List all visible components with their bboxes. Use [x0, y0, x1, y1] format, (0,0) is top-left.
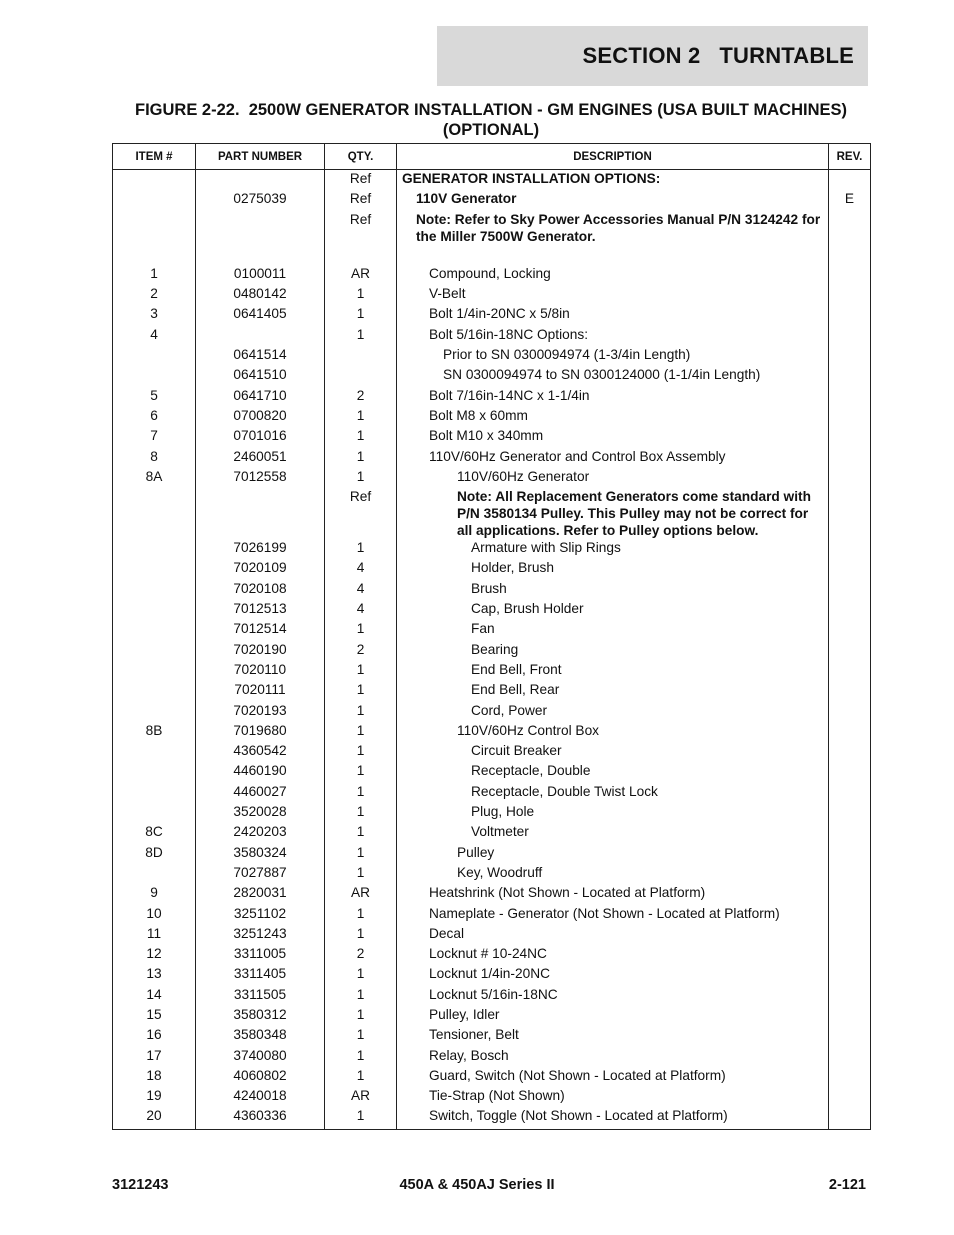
- table-row: [113, 448, 871, 468]
- part-number-cell: [196, 211, 325, 245]
- part-number-cell: 0641510: [196, 366, 325, 386]
- rev-cell: [829, 945, 871, 965]
- part-number-cell: 0480142: [196, 285, 325, 305]
- item-cell: [113, 559, 196, 579]
- description-cell: Circuit Breaker: [397, 742, 829, 762]
- table-row: [113, 945, 871, 965]
- rev-cell: [829, 407, 871, 427]
- description-cell: Compound, Locking: [397, 265, 829, 285]
- qty-cell: 1: [325, 448, 397, 468]
- part-number-cell: 7020111: [196, 681, 325, 701]
- item-cell: 8: [113, 448, 196, 468]
- table-row: [113, 285, 871, 305]
- qty-cell: 1: [325, 1047, 397, 1067]
- part-number-cell: 4460190: [196, 762, 325, 782]
- item-cell: [113, 488, 196, 539]
- table-row: [113, 783, 871, 803]
- item-cell: [113, 600, 196, 620]
- table-row: [113, 661, 871, 681]
- part-number-cell: 2460051: [196, 448, 325, 468]
- qty-cell: Ref: [325, 211, 397, 245]
- qty-cell: Ref: [325, 488, 397, 539]
- rev-cell: [829, 1026, 871, 1046]
- item-cell: [113, 702, 196, 722]
- table-row: [113, 905, 871, 925]
- qty-cell: [325, 245, 397, 265]
- description-cell: Heatshrink (Not Shown - Located at Platform): [397, 884, 829, 904]
- description-cell: Bolt 5/16in-18NC Options:: [397, 326, 829, 346]
- column-header-item: ITEM #: [113, 144, 196, 170]
- table-row: [113, 844, 871, 864]
- part-number-cell: 4360542: [196, 742, 325, 762]
- item-cell: [113, 346, 196, 366]
- rev-cell: [829, 844, 871, 864]
- qty-cell: 1: [325, 905, 397, 925]
- item-cell: 1: [113, 265, 196, 285]
- rev-cell: [829, 1087, 871, 1107]
- qty-cell: 2: [325, 945, 397, 965]
- description-cell: Guard, Switch (Not Shown - Located at Platform): [397, 1067, 829, 1087]
- table-row: [113, 326, 871, 346]
- part-number-cell: 0701016: [196, 427, 325, 447]
- description-cell: 110V/60Hz Generator and Control Box Assembly: [397, 448, 829, 468]
- part-number-cell: 3580312: [196, 1006, 325, 1026]
- table-row: [113, 211, 871, 245]
- part-number-cell: 7012513: [196, 600, 325, 620]
- column-header-part-number: PART NUMBER: [196, 144, 325, 170]
- description-cell: Bolt M8 x 60mm: [397, 407, 829, 427]
- table-header-row: [113, 144, 871, 170]
- qty-cell: 1: [325, 965, 397, 985]
- column-header-description: DESCRIPTION: [397, 144, 829, 170]
- figure-title: [112, 100, 870, 140]
- table-row: [113, 986, 871, 1006]
- item-cell: 7: [113, 427, 196, 447]
- qty-cell: 4: [325, 600, 397, 620]
- description-cell: Relay, Bosch: [397, 1047, 829, 1067]
- description-cell: SN 0300094974 to SN 0300124000 (1-1/4in Length): [397, 366, 829, 386]
- part-number-cell: 4060802: [196, 1067, 325, 1087]
- rev-cell: [829, 245, 871, 265]
- table-row: [113, 742, 871, 762]
- table-row: [113, 1026, 871, 1046]
- part-number-cell: 4360336: [196, 1107, 325, 1130]
- rev-cell: [829, 211, 871, 245]
- description-cell: Tie-Strap (Not Shown): [397, 1087, 829, 1107]
- rev-cell: [829, 346, 871, 366]
- description-cell: Key, Woodruff: [397, 864, 829, 884]
- description-cell: Holder, Brush: [397, 559, 829, 579]
- part-number-cell: 7020190: [196, 641, 325, 661]
- table-row: [113, 1107, 871, 1130]
- rev-cell: [829, 864, 871, 884]
- qty-cell: 1: [325, 620, 397, 640]
- qty-cell: 1: [325, 742, 397, 762]
- part-number-cell: [196, 488, 325, 539]
- qty-cell: 1: [325, 1026, 397, 1046]
- table-row: [113, 366, 871, 386]
- table-row: [113, 600, 871, 620]
- column-header-rev: REV.: [829, 144, 871, 170]
- part-number-cell: 3251243: [196, 925, 325, 945]
- part-number-cell: 0641514: [196, 346, 325, 366]
- item-cell: 3: [113, 305, 196, 325]
- rev-cell: [829, 742, 871, 762]
- rev-cell: [829, 1006, 871, 1026]
- rev-cell: [829, 1107, 871, 1130]
- part-number-cell: 3311405: [196, 965, 325, 985]
- description-cell: End Bell, Rear: [397, 681, 829, 701]
- qty-cell: 1: [325, 305, 397, 325]
- qty-cell: 1: [325, 722, 397, 742]
- description-cell: [397, 245, 829, 265]
- qty-cell: 1: [325, 1006, 397, 1026]
- table-row: [113, 1006, 871, 1026]
- item-cell: 20: [113, 1107, 196, 1130]
- table-row: [113, 803, 871, 823]
- description-cell: Locknut 1/4in-20NC: [397, 965, 829, 985]
- qty-cell: 1: [325, 986, 397, 1006]
- part-number-cell: 7019680: [196, 722, 325, 742]
- qty-cell: AR: [325, 1087, 397, 1107]
- description-cell: Cord, Power: [397, 702, 829, 722]
- table-row: [113, 190, 871, 210]
- item-cell: [113, 783, 196, 803]
- rev-cell: [829, 600, 871, 620]
- table-row: [113, 265, 871, 285]
- description-cell: End Bell, Front: [397, 661, 829, 681]
- item-cell: 10: [113, 905, 196, 925]
- table-row: [113, 681, 871, 701]
- rev-cell: [829, 1067, 871, 1087]
- rev-cell: [829, 986, 871, 1006]
- part-number-cell: 3520028: [196, 803, 325, 823]
- description-cell: GENERATOR INSTALLATION OPTIONS:: [397, 170, 829, 191]
- qty-cell: 1: [325, 681, 397, 701]
- description-cell: Pulley: [397, 844, 829, 864]
- qty-cell: 1: [325, 844, 397, 864]
- table-row: [113, 702, 871, 722]
- item-cell: 16: [113, 1026, 196, 1046]
- part-number-cell: 7012514: [196, 620, 325, 640]
- footer-page-number: 2-121: [828, 1177, 866, 1193]
- item-cell: 19: [113, 1087, 196, 1107]
- table-row: [113, 620, 871, 640]
- parts-table: [112, 143, 871, 1130]
- rev-cell: [829, 305, 871, 325]
- rev-cell: [829, 803, 871, 823]
- part-number-cell: 7020193: [196, 702, 325, 722]
- description-cell: Switch, Toggle (Not Shown - Located at Platform): [397, 1107, 829, 1130]
- qty-cell: [325, 346, 397, 366]
- item-cell: 9: [113, 884, 196, 904]
- table-row: [113, 170, 871, 191]
- item-cell: 8A: [113, 468, 196, 488]
- part-number-cell: 7012558: [196, 468, 325, 488]
- rev-cell: [829, 965, 871, 985]
- item-cell: 4: [113, 326, 196, 346]
- description-cell: Locknut 5/16in-18NC: [397, 986, 829, 1006]
- rev-cell: [829, 170, 871, 191]
- rev-cell: [829, 265, 871, 285]
- item-cell: 14: [113, 986, 196, 1006]
- description-cell: Pulley, Idler: [397, 1006, 829, 1026]
- item-cell: [113, 211, 196, 245]
- description-cell: 110V/60Hz Generator: [397, 468, 829, 488]
- qty-cell: 2: [325, 641, 397, 661]
- item-cell: [113, 803, 196, 823]
- part-number-cell: [196, 170, 325, 191]
- item-cell: [113, 641, 196, 661]
- part-number-cell: 0641405: [196, 305, 325, 325]
- rev-cell: [829, 905, 871, 925]
- description-cell: Note: All Replacement Generators come standard with P/N 3580134 Pulley. This Pulley may not be correct for all applications. Refer to Pulley options below.: [397, 488, 829, 539]
- rev-cell: [829, 884, 871, 904]
- qty-cell: 2: [325, 387, 397, 407]
- qty-cell: 4: [325, 559, 397, 579]
- rev-cell: [829, 580, 871, 600]
- table-row: [113, 387, 871, 407]
- description-cell: Voltmeter: [397, 823, 829, 843]
- qty-cell: 1: [325, 783, 397, 803]
- table-row: [113, 1047, 871, 1067]
- qty-cell: 1: [325, 539, 397, 559]
- qty-cell: 1: [325, 823, 397, 843]
- qty-cell: 1: [325, 762, 397, 782]
- part-number-cell: 7020108: [196, 580, 325, 600]
- rev-cell: [829, 925, 871, 945]
- table-row: [113, 823, 871, 843]
- part-number-cell: 4460027: [196, 783, 325, 803]
- rev-cell: [829, 661, 871, 681]
- qty-cell: 1: [325, 1067, 397, 1087]
- item-cell: 8D: [113, 844, 196, 864]
- description-cell: Nameplate - Generator (Not Shown - Located at Platform): [397, 905, 829, 925]
- item-cell: [113, 762, 196, 782]
- description-cell: 110V/60Hz Control Box: [397, 722, 829, 742]
- qty-cell: 1: [325, 427, 397, 447]
- description-cell: Brush: [397, 580, 829, 600]
- rev-cell: [829, 702, 871, 722]
- figure-title-line-2: (OPTIONAL): [442, 121, 540, 139]
- rev-cell: [829, 681, 871, 701]
- qty-cell: 1: [325, 326, 397, 346]
- item-cell: [113, 580, 196, 600]
- description-cell: Fan: [397, 620, 829, 640]
- item-cell: [113, 190, 196, 210]
- item-cell: 12: [113, 945, 196, 965]
- table-row: [113, 884, 871, 904]
- qty-cell: 1: [325, 407, 397, 427]
- item-cell: [113, 366, 196, 386]
- table-row: [113, 559, 871, 579]
- qty-cell: [325, 366, 397, 386]
- item-cell: 6: [113, 407, 196, 427]
- table-row: [113, 488, 871, 539]
- qty-cell: 1: [325, 925, 397, 945]
- rev-cell: [829, 448, 871, 468]
- qty-cell: AR: [325, 265, 397, 285]
- item-cell: 17: [113, 1047, 196, 1067]
- item-cell: [113, 864, 196, 884]
- table-row: [113, 965, 871, 985]
- rev-cell: [829, 539, 871, 559]
- rev-cell: [829, 762, 871, 782]
- rev-cell: [829, 387, 871, 407]
- description-cell: Bolt 7/16in-14NC x 1-1/4in: [397, 387, 829, 407]
- description-cell: V-Belt: [397, 285, 829, 305]
- description-cell: Tensioner, Belt: [397, 1026, 829, 1046]
- qty-cell: 1: [325, 661, 397, 681]
- rev-cell: [829, 468, 871, 488]
- part-number-cell: 0700820: [196, 407, 325, 427]
- description-cell: Receptacle, Double: [397, 762, 829, 782]
- item-cell: 11: [113, 925, 196, 945]
- description-cell: 110V Generator: [397, 190, 829, 210]
- item-cell: [113, 661, 196, 681]
- qty-cell: AR: [325, 884, 397, 904]
- rev-cell: [829, 559, 871, 579]
- description-cell: Receptacle, Double Twist Lock: [397, 783, 829, 803]
- description-cell: Locknut # 10-24NC: [397, 945, 829, 965]
- rev-cell: [829, 285, 871, 305]
- item-cell: 15: [113, 1006, 196, 1026]
- footer-document-number: 3121243: [112, 1177, 169, 1193]
- description-cell: Cap, Brush Holder: [397, 600, 829, 620]
- column-header-qty: QTY.: [325, 144, 397, 170]
- part-number-cell: 2420203: [196, 823, 325, 843]
- item-cell: 18: [113, 1067, 196, 1087]
- section-title: SECTION 2 TURNTABLE: [582, 43, 854, 68]
- footer-model-series: 450A & 450AJ Series II: [399, 1177, 555, 1193]
- qty-cell: 1: [325, 803, 397, 823]
- table-row: [113, 245, 871, 265]
- item-cell: 8B: [113, 722, 196, 742]
- rev-cell: [829, 783, 871, 803]
- table-row: [113, 722, 871, 742]
- description-cell: Note: Refer to Sky Power Accessories Manual P/N 3124242 for the Miller 7500W Generator.: [397, 211, 829, 245]
- table-row: [113, 580, 871, 600]
- part-number-cell: 3251102: [196, 905, 325, 925]
- rev-cell: [829, 1047, 871, 1067]
- table-row: [113, 641, 871, 661]
- rev-cell: [829, 366, 871, 386]
- part-number-cell: 2820031: [196, 884, 325, 904]
- description-cell: Bolt 1/4in-20NC x 5/8in: [397, 305, 829, 325]
- part-number-cell: 3311505: [196, 986, 325, 1006]
- figure-title-line-1: FIGURE 2-22. 2500W GENERATOR INSTALLATION - GM ENGINES (USA BUILT MACHINES): [135, 101, 847, 119]
- qty-cell: Ref: [325, 170, 397, 191]
- description-cell: Plug, Hole: [397, 803, 829, 823]
- item-cell: 8C: [113, 823, 196, 843]
- parts-table-body: [113, 170, 871, 1130]
- description-cell: Armature with Slip Rings: [397, 539, 829, 559]
- item-cell: 13: [113, 965, 196, 985]
- table-row: [113, 864, 871, 884]
- table-row: [113, 407, 871, 427]
- description-cell: Prior to SN 0300094974 (1-3/4in Length): [397, 346, 829, 366]
- description-cell: Decal: [397, 925, 829, 945]
- item-cell: 2: [113, 285, 196, 305]
- qty-cell: 1: [325, 864, 397, 884]
- rev-cell: [829, 641, 871, 661]
- part-number-cell: 3580324: [196, 844, 325, 864]
- rev-cell: [829, 488, 871, 539]
- table-row: [113, 305, 871, 325]
- part-number-cell: 7020110: [196, 661, 325, 681]
- part-number-cell: 4240018: [196, 1087, 325, 1107]
- section-header: [437, 26, 868, 86]
- qty-cell: 1: [325, 285, 397, 305]
- qty-cell: Ref: [325, 190, 397, 210]
- qty-cell: 1: [325, 702, 397, 722]
- item-cell: [113, 170, 196, 191]
- qty-cell: 1: [325, 1107, 397, 1130]
- item-cell: [113, 620, 196, 640]
- item-cell: [113, 681, 196, 701]
- table-row: [113, 346, 871, 366]
- table-row: [113, 925, 871, 945]
- part-number-cell: 3311005: [196, 945, 325, 965]
- part-number-cell: 3580348: [196, 1026, 325, 1046]
- rev-cell: [829, 326, 871, 346]
- table-row: [113, 762, 871, 782]
- qty-cell: 1: [325, 468, 397, 488]
- table-row: [113, 427, 871, 447]
- item-cell: [113, 245, 196, 265]
- part-number-cell: 0100011: [196, 265, 325, 285]
- table-row: [113, 1087, 871, 1107]
- part-number-cell: 0641710: [196, 387, 325, 407]
- rev-cell: [829, 427, 871, 447]
- item-cell: [113, 539, 196, 559]
- part-number-cell: [196, 245, 325, 265]
- item-cell: 5: [113, 387, 196, 407]
- qty-cell: 4: [325, 580, 397, 600]
- part-number-cell: 0275039: [196, 190, 325, 210]
- table-row: [113, 1067, 871, 1087]
- table-row: [113, 468, 871, 488]
- description-cell: Bolt M10 x 340mm: [397, 427, 829, 447]
- part-number-cell: 7020109: [196, 559, 325, 579]
- description-cell: Bearing: [397, 641, 829, 661]
- part-number-cell: 3740080: [196, 1047, 325, 1067]
- rev-cell: [829, 620, 871, 640]
- rev-cell: [829, 722, 871, 742]
- part-number-cell: 7027887: [196, 864, 325, 884]
- rev-cell: [829, 823, 871, 843]
- part-number-cell: 7026199: [196, 539, 325, 559]
- part-number-cell: [196, 326, 325, 346]
- table-row: [113, 539, 871, 559]
- item-cell: [113, 742, 196, 762]
- rev-cell: E: [829, 190, 871, 210]
